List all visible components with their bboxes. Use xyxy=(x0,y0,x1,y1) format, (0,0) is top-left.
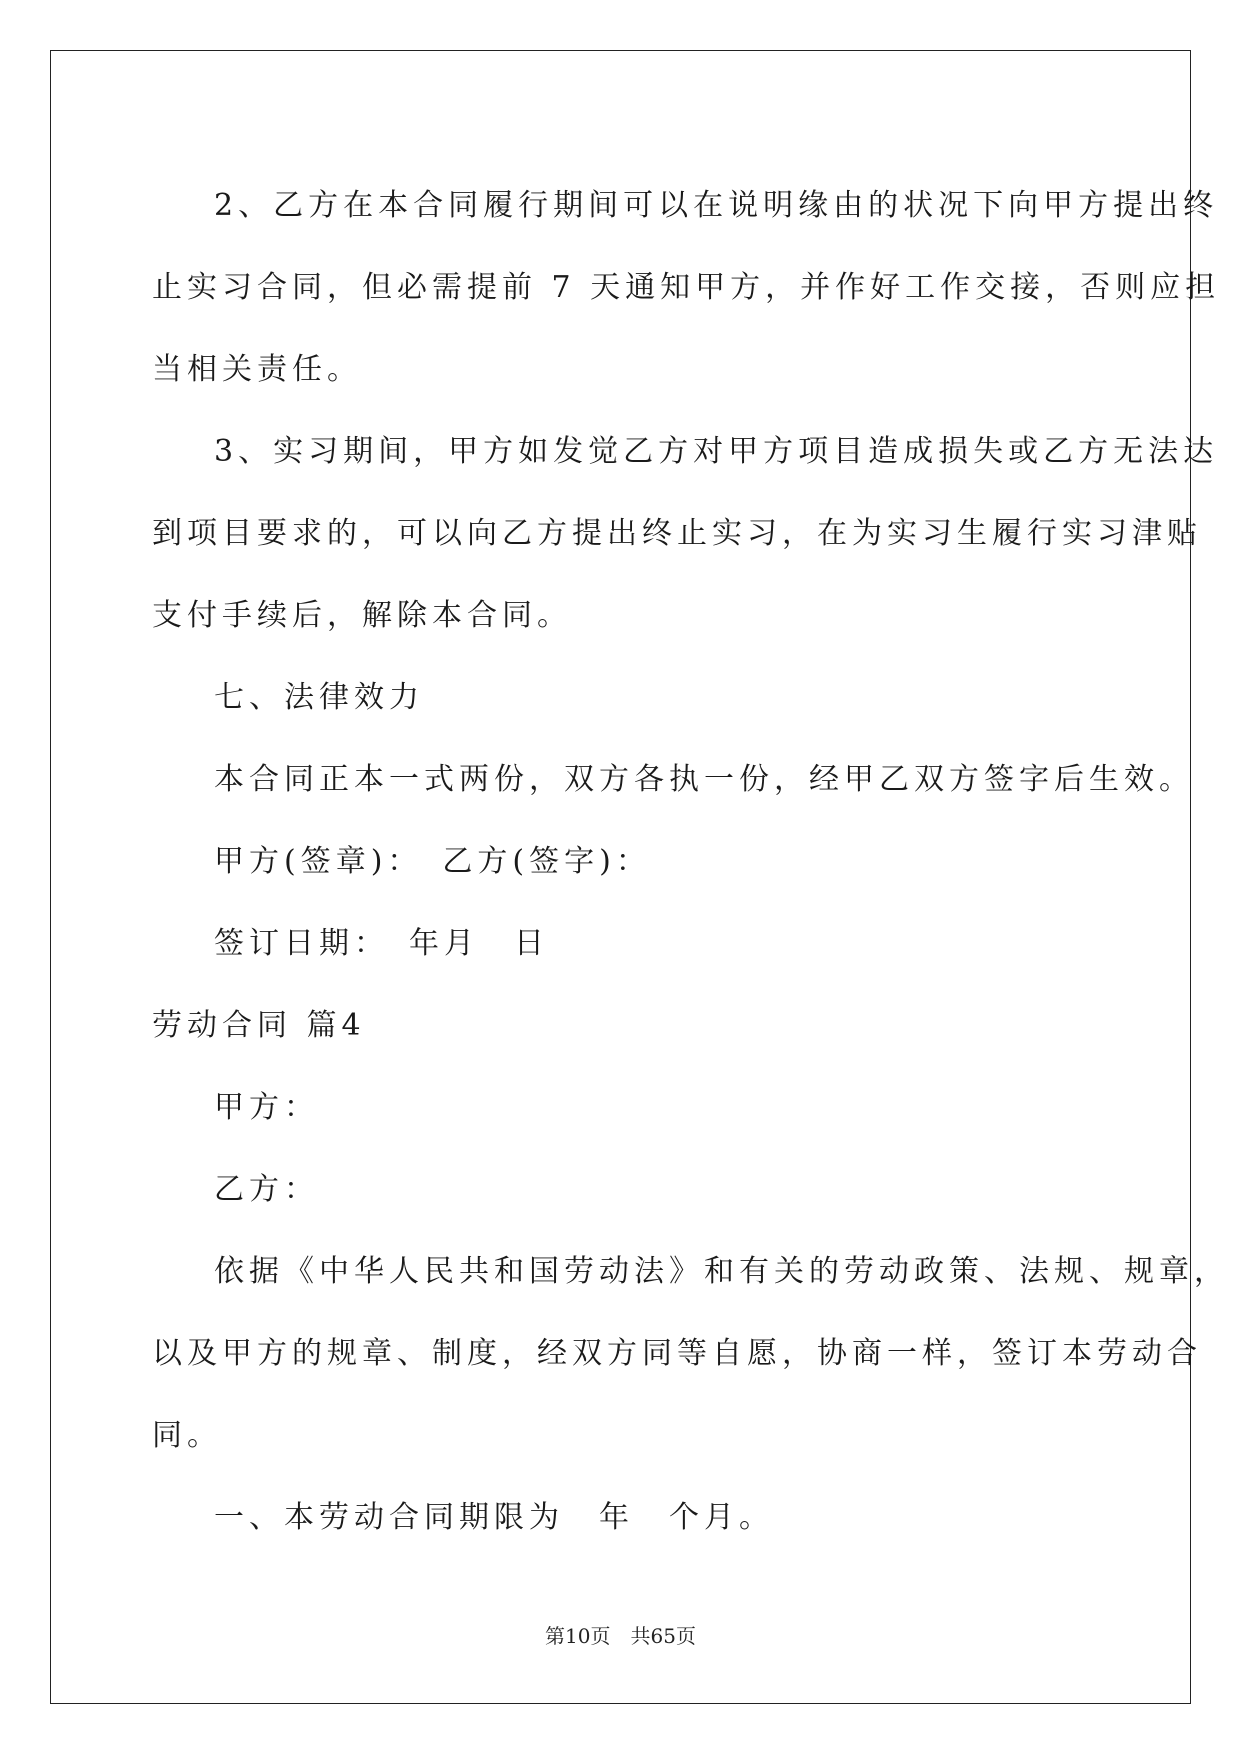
party-b-line: 乙方： xyxy=(214,1172,319,1207)
clause-line: 一、本劳动合同期限为 年 个月。 xyxy=(214,1500,774,1535)
paragraph-line: 依据《中华人民共和国劳动法》和有关的劳动政策、法规、规章， xyxy=(214,1254,1229,1289)
paragraph-line: 止实习合同，但必需提前 7 天通知甲方，并作好工作交接，否则应担 xyxy=(152,270,1221,305)
page-number: 第10页 xyxy=(545,1624,611,1648)
paragraph-line: 同。 xyxy=(152,1418,222,1453)
signature-line: 甲方(签章)： 乙方(签字)： xyxy=(214,844,651,879)
paragraph-line: 3、实习期间，甲方如发觉乙方对甲方项目造成损失或乙方无法达 xyxy=(214,434,1219,469)
page-footer xyxy=(0,1620,1241,1649)
paragraph-line: 到项目要求的，可以向乙方提出终止实习，在为实习生履行实习津贴 xyxy=(152,516,1202,551)
party-a-line: 甲方： xyxy=(214,1090,319,1125)
paragraph-line: 支付手续后，解除本合同。 xyxy=(152,598,572,633)
contract-title: 劳动合同 篇4 xyxy=(152,1008,366,1043)
document-body xyxy=(152,165,1229,1559)
paragraph-line: 2、乙方在本合同履行期间可以在说明缘由的状况下向甲方提出终 xyxy=(214,188,1219,223)
signing-date-line: 签订日期： 年月 日 xyxy=(214,926,549,961)
page-total: 共65页 xyxy=(630,1624,696,1648)
paragraph-line: 以及甲方的规章、制度，经双方同等自愿，协商一样，签订本劳动合 xyxy=(152,1336,1202,1371)
section-heading: 七、法律效力 xyxy=(214,680,424,715)
paragraph-line: 本合同正本一式两份，双方各执一份，经甲乙双方签字后生效。 xyxy=(214,762,1194,797)
paragraph-line: 当相关责任。 xyxy=(152,352,362,387)
